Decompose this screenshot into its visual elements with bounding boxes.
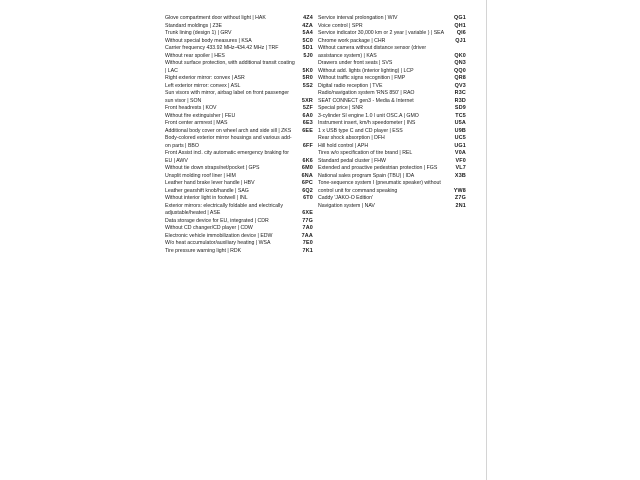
option-row — [165, 90, 313, 105]
page-edge-divider — [486, 0, 487, 480]
option-row — [318, 195, 466, 203]
option-description: Leather gearshift knob/handle | SAG — [165, 187, 249, 194]
option-description: Without surface protection, with additional transit coating | LAC — [165, 60, 295, 74]
option-description: Sun visors with mirror, airbag label on front passenger sun visor | SON — [165, 90, 289, 104]
option-row — [165, 113, 313, 121]
option-description: Without traffic signs recognition | FMP — [318, 75, 406, 81]
option-code: QQ0 — [454, 67, 466, 74]
option-row — [165, 83, 313, 91]
option-description: Tire pressure warning light | RDK — [165, 247, 242, 254]
option-code: VL7 — [455, 165, 466, 171]
option-row — [318, 90, 466, 98]
option-code: UC5 — [454, 135, 466, 141]
option-code: YW8 — [453, 187, 466, 194]
option-row — [165, 23, 313, 31]
option-code: X3B — [454, 172, 466, 179]
option-code: 6E3 — [302, 120, 313, 126]
option-code: R3D — [454, 97, 466, 104]
option-code: QH1 — [454, 22, 466, 29]
option-row — [165, 225, 313, 233]
option-code: 2N1 — [455, 202, 466, 209]
option-description: Standard pedal cluster | FHW — [318, 157, 386, 164]
option-code: SD9 — [454, 105, 466, 111]
option-code: 7K1 — [302, 247, 313, 254]
option-row — [165, 120, 313, 128]
option-row — [165, 75, 313, 83]
option-row — [165, 233, 313, 241]
option-row — [165, 150, 313, 165]
option-description: Extended and proactive pedestrian protection | FGS — [318, 165, 438, 171]
option-code: 6K6 — [302, 157, 313, 164]
option-row — [318, 83, 466, 91]
option-description: Voice control | SPR — [318, 22, 363, 29]
option-description: Tires w/o specification of tire brand | REL — [318, 150, 413, 156]
option-description: Trunk lining (design 1) | GRV — [165, 30, 232, 36]
option-row — [318, 38, 466, 46]
option-row — [165, 188, 313, 196]
option-row — [318, 180, 466, 195]
option-description: Front center armrest | MAS — [165, 120, 228, 126]
option-row — [165, 105, 313, 113]
option-code: U5A — [454, 120, 466, 126]
option-code: QI6 — [456, 30, 466, 36]
option-description: Without camera without distance sensor (driver assistance system) | KAS — [318, 45, 427, 59]
options-list-left — [165, 15, 313, 255]
option-code: 4ZA — [302, 22, 313, 29]
option-row — [165, 128, 313, 136]
option-row — [318, 173, 466, 181]
option-code: V0A — [454, 150, 466, 156]
option-description: 3-cylinder SI engine 1.0 l unit OSC.A | GMO — [318, 112, 419, 119]
option-row — [165, 195, 313, 203]
option-row — [318, 113, 466, 121]
option-row — [318, 105, 466, 113]
option-code: 7E0 — [302, 240, 313, 246]
option-row — [318, 30, 466, 38]
option-description: Front headrests | KOV — [165, 105, 217, 111]
option-code: 5S2 — [302, 82, 313, 89]
option-row — [165, 165, 313, 173]
option-description: Exterior mirrors: electrically foldable and electrically adjustable/heated | ASE — [165, 202, 283, 216]
option-code: UG1 — [454, 142, 466, 149]
option-code: QJ1 — [455, 37, 466, 44]
option-code: TC5 — [455, 112, 466, 119]
option-row — [318, 120, 466, 128]
option-description: National sales program Spain (TBU) | IDA — [318, 172, 415, 179]
option-code: 6FF — [302, 142, 313, 149]
option-row — [165, 248, 313, 256]
option-description: Unsplit molding roof liner | HIM — [165, 172, 236, 179]
option-description: Digital radio reception | TVE — [318, 82, 383, 89]
option-code: QK0 — [454, 52, 466, 59]
option-code: Z7G — [454, 195, 466, 201]
option-code: 5D1 — [302, 45, 313, 51]
option-row — [318, 98, 466, 106]
option-code: 6PC — [301, 180, 313, 186]
option-row — [318, 15, 466, 23]
option-row — [318, 128, 466, 136]
option-code: VF0 — [455, 157, 466, 164]
option-description: Service indicator 30,000 km or 2 year | variable ) | SEA — [318, 30, 445, 36]
option-description: 1 x USB type C and CD player | ESS — [318, 127, 403, 134]
option-row — [165, 218, 313, 226]
option-code: 5K0 — [302, 67, 313, 74]
option-code: 6M0 — [301, 165, 313, 171]
option-description: Body-colored exterior mirror housings and various add-on parts | BBO — [165, 135, 292, 149]
option-description: Data storage device for EU, integrated | CDR — [165, 217, 269, 224]
option-description: Front Assist incl. city automatic emergency braking for EU | AWV — [165, 150, 289, 164]
option-code: 5XR — [301, 97, 313, 104]
option-code: 4Z4 — [303, 15, 313, 21]
option-description: Drawers under front seats | SVS — [318, 60, 393, 66]
option-code: 6EE — [302, 127, 313, 134]
option-row — [318, 75, 466, 83]
option-code: QG1 — [454, 15, 466, 21]
option-description: Standard moldings | Z3E — [165, 22, 222, 29]
option-code: 5J0 — [303, 52, 313, 59]
option-description: Caddy 'JAKO-O Edition' — [318, 195, 374, 201]
option-row — [165, 53, 313, 61]
option-row — [318, 60, 466, 68]
option-code: 6A0 — [302, 112, 313, 119]
option-row — [318, 143, 466, 151]
option-row — [318, 135, 466, 143]
option-row — [165, 135, 313, 150]
option-description: Leather hand brake lever handle | HBV — [165, 180, 255, 186]
option-row — [318, 150, 466, 158]
option-description: Instrument insert, km/h speedometer | INS — [318, 120, 416, 126]
option-row — [318, 158, 466, 166]
option-code: QV3 — [454, 82, 466, 89]
option-code: 5C0 — [302, 37, 313, 44]
option-description: Service interval prolongation | WIV — [318, 15, 398, 21]
option-row — [318, 68, 466, 76]
option-description: SEAT CONNECT gen3 - Media & Internet — [318, 97, 414, 104]
option-row — [165, 38, 313, 46]
option-row — [318, 23, 466, 31]
option-description: Chrome work package | CHR — [318, 37, 386, 44]
option-row — [165, 203, 313, 218]
option-description: Right exterior mirror: convex | ASR — [165, 75, 245, 81]
option-row — [318, 165, 466, 173]
option-code: U9B — [454, 127, 466, 134]
option-code: 5ZF — [302, 105, 313, 111]
option-row — [165, 240, 313, 248]
option-description: Tone-sequence system I (pneumatic speaker) without control unit for command speaking — [318, 180, 441, 194]
option-description: Left exterior mirror: convex | ASL — [165, 82, 241, 89]
option-description: Electronic vehicle immobilization device | EDW — [165, 232, 273, 239]
option-row — [318, 45, 466, 60]
option-description: Without add. lights (interior lighting) | LCP — [318, 67, 414, 74]
option-description: Without interior light in footwell | INL — [165, 195, 248, 201]
option-code: 6XE — [302, 210, 313, 216]
option-row — [165, 15, 313, 23]
option-row — [165, 180, 313, 188]
option-description: Rear shock absorption | DFH — [318, 135, 385, 141]
option-description: Carrier frequency 433.92 MHz-434.42 MHz | TRF — [165, 45, 279, 51]
option-description: Additional body cover on wheel arch and side sill | ZKS — [165, 127, 292, 134]
option-code: R3C — [454, 90, 466, 96]
option-row — [165, 30, 313, 38]
option-description: Glove compartment door without light | HAK — [165, 15, 266, 21]
option-description: Without tie down straps/net/pocket | GPS — [165, 165, 260, 171]
option-code: QR8 — [454, 75, 466, 81]
option-description: Without fire extinguisher | FEU — [165, 112, 236, 119]
option-code: 6NA — [301, 172, 313, 179]
option-description: Without CD changer/CD player | CDW — [165, 225, 253, 231]
option-row — [165, 173, 313, 181]
option-code: 6T0 — [303, 195, 313, 201]
option-description: Without rear spoiler | HES — [165, 52, 225, 59]
option-description: Radio/navigation system 'RNS 850' | RAO — [318, 90, 415, 96]
option-code: 6Q2 — [302, 187, 313, 194]
option-code: 5R0 — [302, 75, 313, 81]
option-description: W/o heat accumulator/auxiliary heating | WSA — [165, 240, 271, 246]
option-description: Navigation system | NAV — [318, 202, 375, 209]
option-description: Hill hold control | APH — [318, 142, 369, 149]
option-description: Without special body measures | KSA — [165, 37, 252, 44]
option-code: 5A4 — [302, 30, 313, 36]
option-code: 7A0 — [302, 225, 313, 231]
option-code: 7AA — [301, 232, 313, 239]
option-description: Special price | SNR — [318, 105, 363, 111]
option-code: 77G — [302, 217, 313, 224]
option-row — [165, 60, 313, 75]
option-row — [165, 45, 313, 53]
option-row — [318, 203, 466, 211]
options-list-right — [318, 15, 466, 210]
option-code: QN3 — [454, 60, 466, 66]
